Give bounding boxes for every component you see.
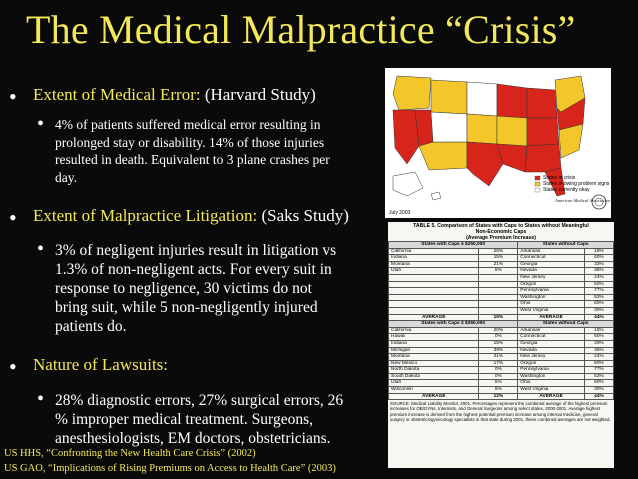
table-cell: Georgia — [518, 340, 585, 347]
table-cell: California — [389, 327, 479, 334]
table-title-line: Non-Economic Caps — [475, 229, 527, 235]
table-cell: Hawaii — [389, 334, 479, 341]
table-cell: AVERAGE — [518, 393, 585, 400]
table-row — [389, 354, 614, 361]
table-cell — [389, 281, 479, 288]
table-cell: Montana — [389, 261, 479, 268]
ama-logo-text: American Medical Association — [555, 198, 611, 203]
map-region-south-central — [497, 144, 527, 172]
table-cell: 21% — [479, 261, 518, 268]
bullet-source: (Harvard Study) — [204, 85, 316, 104]
table-cell: 77% — [584, 367, 613, 374]
table-cell: 50% — [584, 360, 613, 367]
sub-bullet-dot: • — [37, 113, 45, 135]
legend-problem: States showing problem signs — [543, 181, 610, 187]
text-line: response to negligence, 30 victims do not — [55, 280, 312, 297]
table-row — [389, 360, 614, 367]
text-line: bring suit, while 5 non-negligently injured — [55, 299, 318, 316]
legend-crisis: States in crisis — [543, 175, 576, 181]
table-cell: Ohio — [518, 301, 585, 308]
table-row — [389, 288, 614, 295]
table-cell: 18% — [584, 327, 613, 334]
legend-swatch-okay — [535, 188, 540, 192]
sub-bullet-dot: • — [37, 238, 45, 260]
table-cell: Ohio — [518, 380, 585, 387]
table-cell: North Dakota — [389, 367, 479, 374]
table-header-row — [389, 242, 614, 249]
table-cell: West Virginia — [518, 387, 585, 394]
table-cell: Georgia — [518, 261, 585, 268]
table-cell: Pennsylvania — [518, 367, 585, 374]
table-cell: 20% — [479, 248, 518, 255]
map-region-central — [497, 116, 527, 146]
table-cell: 21% — [479, 354, 518, 361]
map-region-southwest — [419, 142, 467, 170]
us-malpractice-crisis-map — [385, 68, 611, 218]
table-title — [388, 222, 614, 241]
table-row — [389, 307, 614, 314]
bullet-label: Extent of Malpractice Litigation: — [33, 206, 258, 225]
table-cell: 0% — [479, 334, 518, 341]
table-row — [389, 327, 614, 334]
table-cell: 60% — [584, 301, 613, 308]
table-cell — [389, 307, 479, 314]
map-region-carolinas — [559, 124, 583, 158]
text-line: % improper medical treatment. Surgeons, — [55, 411, 313, 428]
table-cell: AVERAGE — [518, 314, 585, 321]
table-cell: South Dakota — [389, 373, 479, 380]
table-cell — [479, 294, 518, 301]
table-cell — [389, 274, 479, 281]
table-row — [389, 268, 614, 275]
table-cell: Pennsylvania — [518, 288, 585, 295]
table-row — [389, 281, 614, 288]
footer-citation-hhs: US HHS, “Confronting the New Health Care Crisis” (2002) — [4, 448, 256, 459]
table-cell: Indiana — [389, 340, 479, 347]
table-cell: Arkansas — [518, 248, 585, 255]
table-row — [389, 387, 614, 394]
text-line: 3% of negligent injuries result in litigation vs — [55, 242, 337, 259]
bullet-litigation — [33, 206, 349, 226]
table-title-line: (Average Premium Increase) — [466, 235, 536, 241]
bullet-medical-error — [33, 85, 316, 105]
table-cell: New Jersey — [518, 274, 585, 281]
table-cell: California — [389, 248, 479, 255]
legend-swatch-crisis — [535, 176, 540, 180]
table-cell: 77% — [584, 288, 613, 295]
table-row — [389, 294, 614, 301]
table-cell — [389, 294, 479, 301]
table-cell: 60% — [584, 255, 613, 262]
table-row — [389, 274, 614, 281]
sub-bullet-lawsuits — [55, 391, 343, 448]
table-cell: States with Caps ≤ $350,000 — [389, 321, 518, 328]
table-cell: 15% — [479, 340, 518, 347]
map-region-mountain — [431, 80, 467, 114]
table-average-row — [389, 393, 614, 400]
table-cell: 0% — [479, 367, 518, 374]
table-cell: Washington — [518, 294, 585, 301]
text-line: resulted in death. Equivalent to 3 plane crashes per — [55, 152, 330, 167]
table-cell: Arkansas — [518, 327, 585, 334]
table-cell: Oregon — [518, 281, 585, 288]
table-cell: 33% — [584, 340, 613, 347]
text-line: 1.3% of non-negligent acts. For every suit in — [55, 261, 332, 278]
text-line: 4% of patients suffered medical error resulting in — [55, 117, 321, 132]
table-cell: 5% — [479, 380, 518, 387]
map-region-great-lakes — [527, 88, 557, 118]
bullet-dot: • — [9, 354, 17, 379]
text-line: 28% diagnostic errors, 27% surgical errors, 26 — [55, 392, 344, 409]
table-title-line: TABLE 5. Comparison of States with Caps to States without Meaningful — [413, 223, 589, 229]
map-region-plains-south — [467, 114, 497, 144]
table-cell — [479, 301, 518, 308]
table-cell: Utah — [389, 268, 479, 275]
table-cell: Indiana — [389, 255, 479, 262]
table-cell: 20% — [479, 327, 518, 334]
table-cell: 30% — [584, 387, 613, 394]
table-row — [389, 367, 614, 374]
bullet-source: (Saks Study) — [261, 206, 349, 225]
table-cell: 35% — [584, 268, 613, 275]
table-cell: 39% — [479, 347, 518, 354]
map-region-northwest — [393, 76, 431, 110]
table-cell: 24% — [584, 274, 613, 281]
table-cell: 30% — [584, 307, 613, 314]
table-cell: AVERAGE — [389, 314, 479, 321]
map-region-southeast — [525, 144, 561, 172]
table-source-note: SOURCE: Medical Liability Monitor, 2001. Percentages represent the combined average of the highest premium increases for OB/GYNs, Internists, and General Surgeons among select states, 2000-2001. Average highest premium increase is derived from the highest potential premium increase among internal medicine, general surgery or obstetrics/gynecology specialists in that state during 2001, these combined averages are not weighted. — [390, 401, 611, 422]
table-cell: Nevada — [518, 347, 585, 354]
text-line: patients do. — [55, 318, 127, 335]
table-cell: Wisconsin — [389, 387, 479, 394]
table-cell — [479, 274, 518, 281]
table-grid — [388, 241, 614, 400]
table-cell: 17% — [479, 360, 518, 367]
table-cell: Nevada — [518, 268, 585, 275]
table-cell: New Jersey — [518, 354, 585, 361]
table-cell: 0% — [479, 373, 518, 380]
map-region-alaska — [393, 172, 423, 196]
table-cell: 50% — [584, 281, 613, 288]
table-cell: 18% — [584, 248, 613, 255]
table-row — [389, 334, 614, 341]
text-line: prolonged stay or disability. 14% of those injuries — [55, 134, 325, 150]
table-row — [389, 373, 614, 380]
table-row — [389, 340, 614, 347]
bullet-dot: • — [9, 205, 17, 230]
table-cell: West Virginia — [518, 307, 585, 314]
table-row — [389, 301, 614, 308]
legend-okay: States currently okay — [543, 187, 590, 193]
table-cell: Oregon — [518, 360, 585, 367]
table-cell: AVERAGE — [389, 393, 479, 400]
table-row — [389, 255, 614, 262]
table-cell — [479, 281, 518, 288]
table-cell: 5% — [479, 387, 518, 394]
table-cell — [479, 307, 518, 314]
sub-bullet-litigation — [55, 241, 336, 336]
table-cell: 53% — [584, 373, 613, 380]
table-cell: 24% — [584, 354, 613, 361]
table-cell: Connecticut — [518, 255, 585, 262]
table-cell: Washington — [518, 373, 585, 380]
text-line: anesthesiologists, EM doctors, obstetricians. — [55, 430, 331, 447]
map-region-west-coast — [393, 110, 419, 164]
table-cell: New Mexico — [389, 360, 479, 367]
bullet-label: Extent of Medical Error: — [33, 85, 201, 104]
map-region-hawaii — [431, 192, 441, 200]
bullet-lawsuits — [33, 355, 168, 375]
premium-comparison-table — [388, 222, 614, 468]
table-cell — [479, 288, 518, 295]
map-region-rockies — [431, 112, 467, 142]
legend-swatch-problem — [535, 182, 540, 186]
table-cell: 60% — [584, 334, 613, 341]
table-cell: 44% — [584, 393, 613, 400]
bullet-label: Nature of Lawsuits: — [33, 355, 169, 374]
table-header-row — [389, 321, 614, 328]
table-cell: 15% — [479, 255, 518, 262]
map-region-midwest — [497, 84, 527, 118]
table-row — [389, 248, 614, 255]
table-cell: Montana — [389, 354, 479, 361]
table-cell: 12% — [479, 393, 518, 400]
table-cell: 5% — [479, 268, 518, 275]
footer-citation-gao: US GAO, “Implications of Rising Premiums on Access to Health Care” (2003) — [4, 463, 336, 474]
table-cell — [389, 301, 479, 308]
table-cell: 44% — [584, 314, 613, 321]
map-graphic — [385, 68, 611, 218]
slide-title: The Medical Malpractice “Crisis” — [26, 7, 576, 52]
bullet-dot: • — [9, 84, 17, 109]
table-cell: 35% — [584, 347, 613, 354]
table-cell: States without Caps — [518, 321, 614, 328]
table-cell: States without Caps — [518, 242, 614, 249]
sub-bullet-dot: • — [37, 388, 45, 410]
table-cell — [389, 288, 479, 295]
map-region-plains-north — [467, 82, 497, 116]
table-cell: 60% — [584, 380, 613, 387]
map-region-texas — [467, 142, 503, 186]
map-date: July 2003 — [389, 210, 411, 216]
table-average-row — [389, 314, 614, 321]
table-cell: 53% — [584, 294, 613, 301]
table-row — [389, 380, 614, 387]
map-region-appalachia — [527, 118, 559, 146]
table-cell: Connecticut — [518, 334, 585, 341]
table-cell: Utah — [389, 380, 479, 387]
table-cell: States with Caps ≤ $250,000 — [389, 242, 518, 249]
table-row — [389, 261, 614, 268]
sub-bullet-medical-error — [55, 116, 330, 186]
table-cell: Michigan — [389, 347, 479, 354]
table-cell: 33% — [584, 261, 613, 268]
table-cell: 15% — [479, 314, 518, 321]
text-line: day. — [55, 169, 77, 185]
table-row — [389, 347, 614, 354]
